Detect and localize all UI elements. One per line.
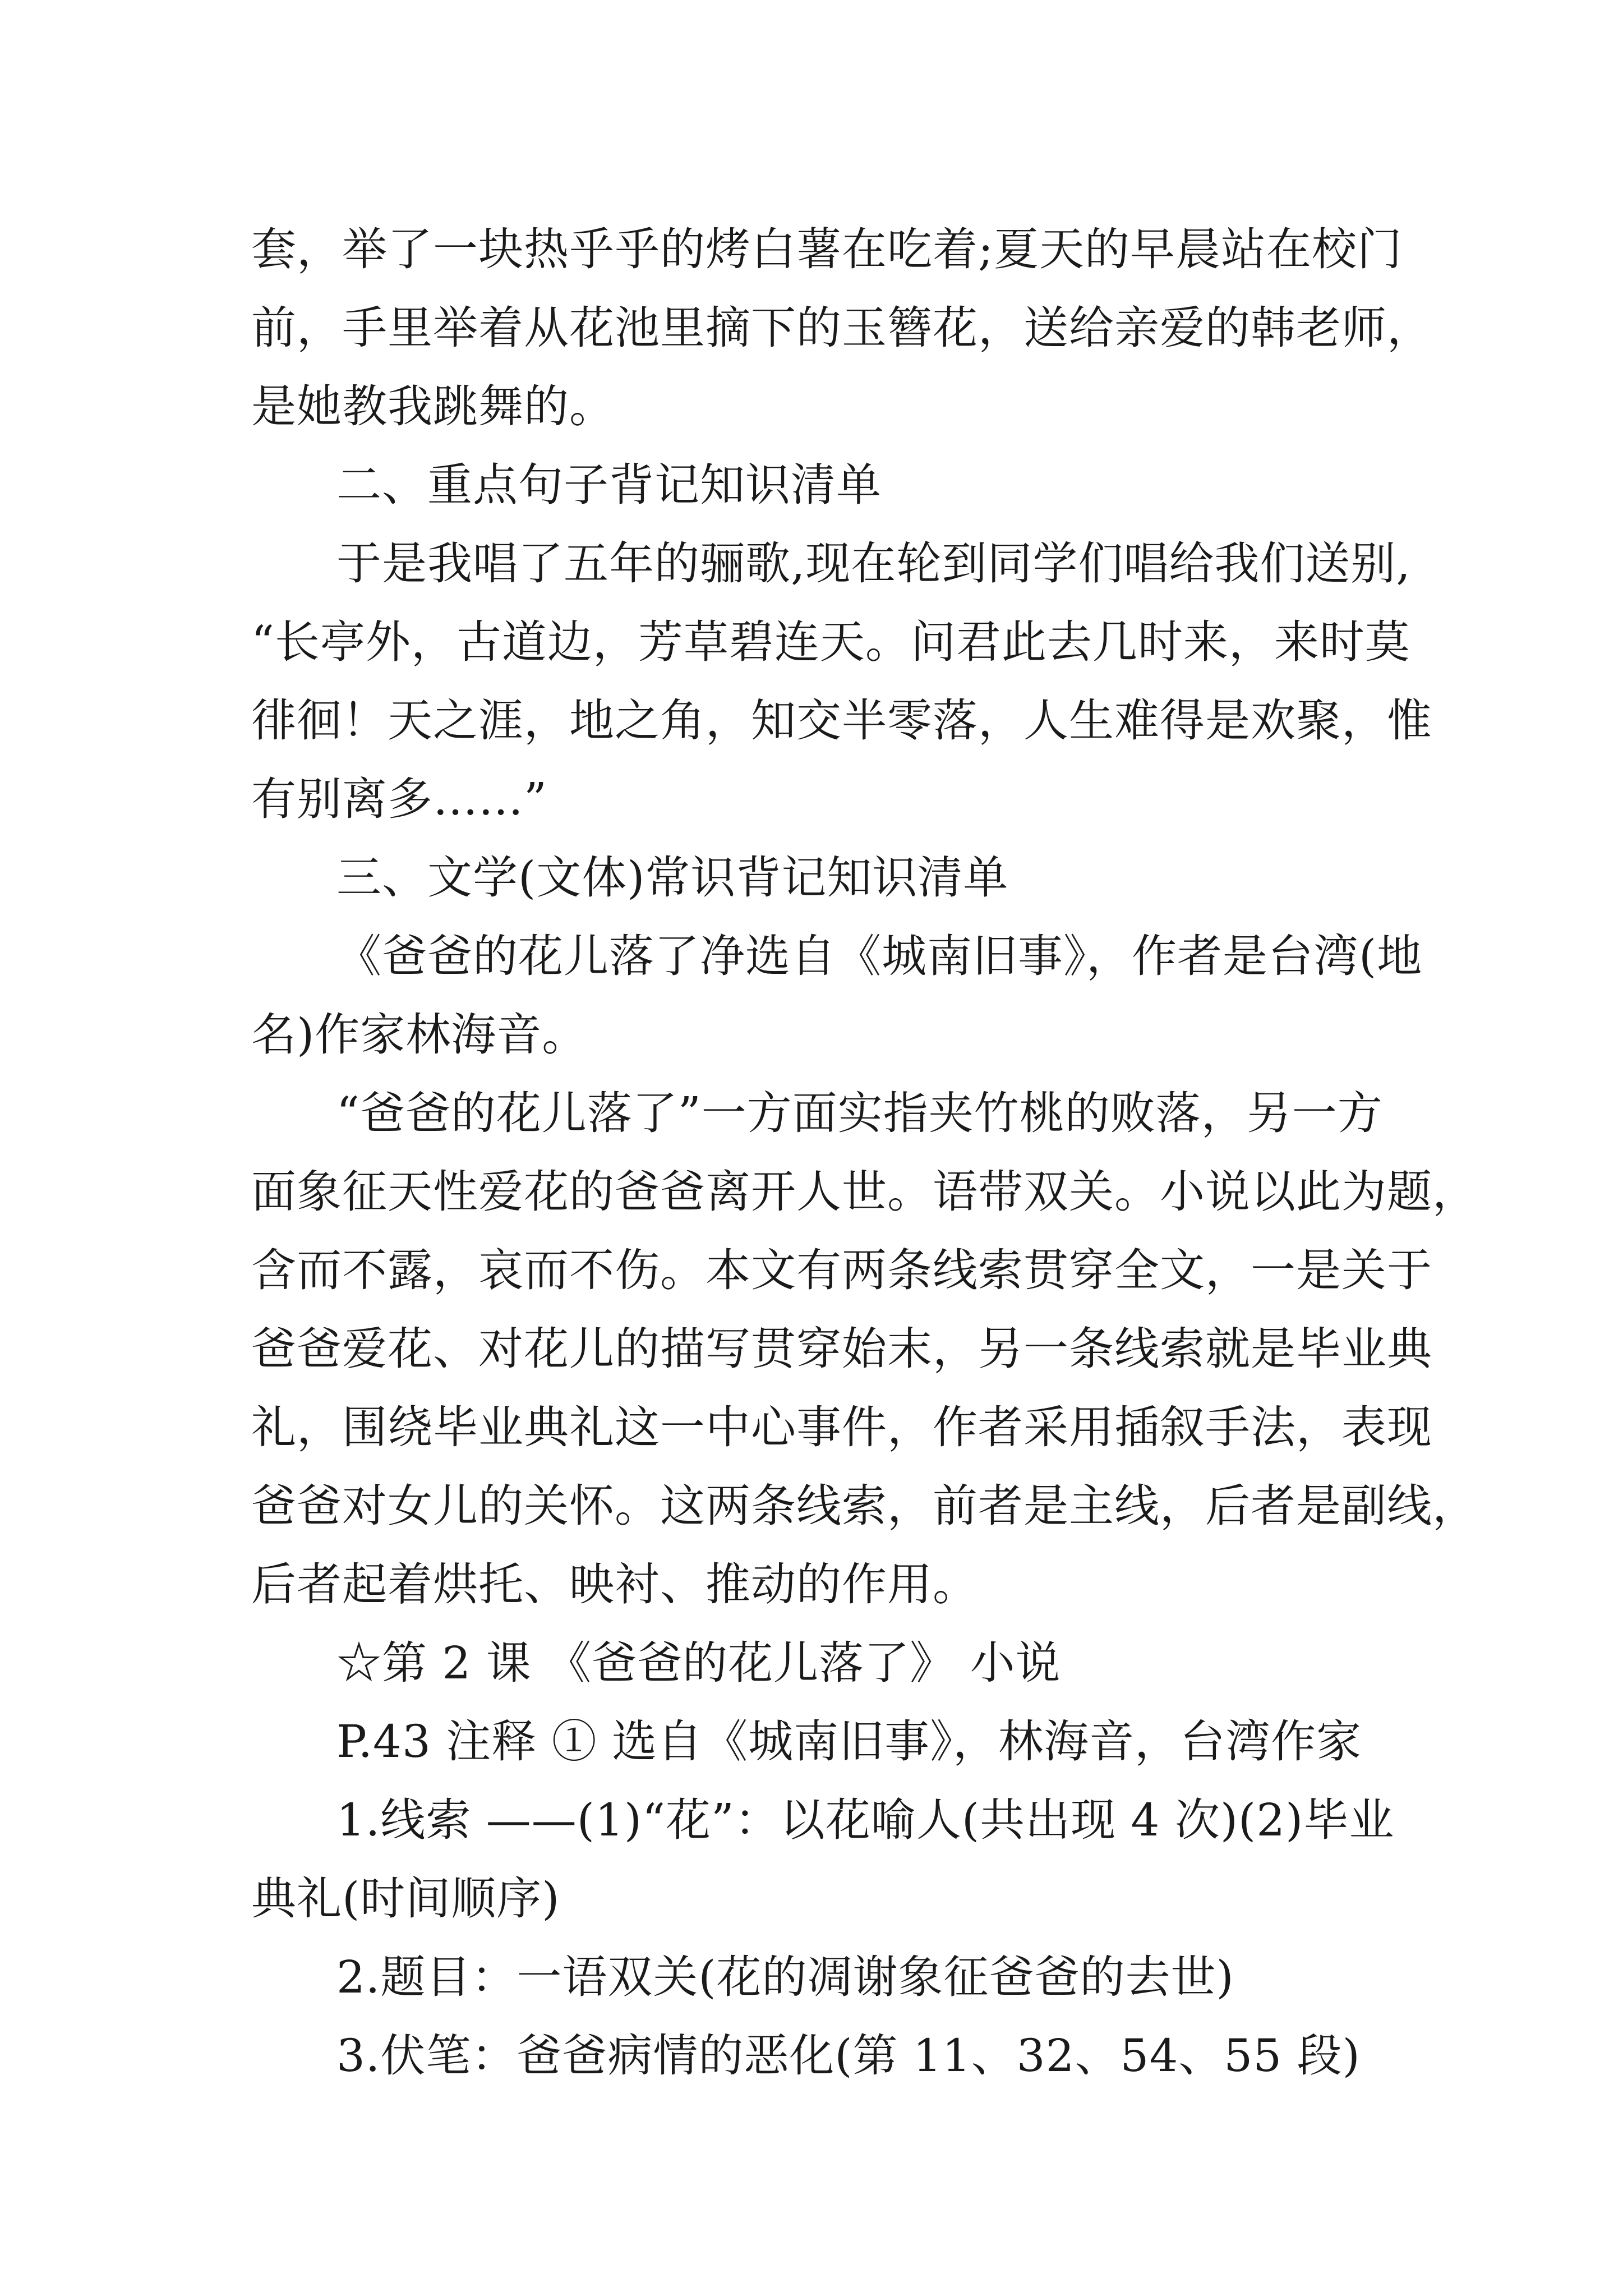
text-line: 典礼(时间顺序) [251, 1872, 560, 1925]
text-line: 面象征天性爱花的爸爸离开人世。语带双关。小说以此为题， [251, 1166, 1478, 1218]
text-line: 是她教我跳舞的。 [251, 380, 615, 432]
text-line: 礼，围绕毕业典礼这一中心事件，作者采用插叙手法，表现 [251, 1401, 1432, 1453]
section-heading: 二、重点句子背记知识清单 [336, 459, 882, 511]
text-line: 徘徊！天之涯，地之角，知交半零落，人生难得是欢聚，惟 [251, 694, 1432, 747]
text-line: “爸爸的花儿落了”一方面实指夹竹桃的败落，另一方 [336, 1087, 1383, 1139]
text-line: 《爸爸的花儿落了净选自《城南旧事》，作者是台湾(地 [336, 930, 1423, 982]
text-line: P.43 注释 ① 选自《城南旧事》，林海音，台湾作家 [336, 1715, 1362, 1768]
text-line: 前，手里举着从花池里摘下的玉簪花，送给亲爱的韩老师， [251, 302, 1432, 354]
text-line: 后者起着烘托、映衬、推动的作用。 [251, 1558, 978, 1611]
text-line: 3.伏笔：爸爸病情的恶化(第 11、32、54、55 段) [336, 2030, 1361, 2082]
section-heading: 三、文学(文体)常识背记知识清单 [336, 852, 1009, 904]
text-line: “长亭外，古道边，芳草碧连天。问君此去几时来，来时莫 [251, 616, 1410, 668]
text-line: 名)作家林海音。 [251, 1009, 588, 1061]
text-line: 于是我唱了五年的骊歌,现在轮到同学们唱给我们送别, [336, 537, 1411, 590]
text-line: 套，举了一块热乎乎的烤白薯在吃着;夏天的早晨站在校门 [251, 223, 1403, 275]
text-line: 有别离多……” [251, 773, 547, 825]
text-line: 2.题目：一语双关(花的凋谢象征爸爸的去世) [336, 1951, 1234, 2003]
text-line: 1.线索 ——(1)“花”：以花喻人(共出现 4 次)(2)毕业 [336, 1794, 1395, 1846]
text-line: 爸爸爱花、对花儿的描写贯穿始末，另一条线索就是毕业典 [251, 1323, 1432, 1375]
lesson-heading: ☆第 2 课 《爸爸的花儿落了》 小说 [336, 1637, 1061, 1689]
text-line: 含而不露，哀而不伤。本文有两条线索贯穿全文，一是关于 [251, 1244, 1432, 1296]
text-line: 爸爸对女儿的关怀。这两条线索，前者是主线，后者是副线， [251, 1480, 1478, 1532]
